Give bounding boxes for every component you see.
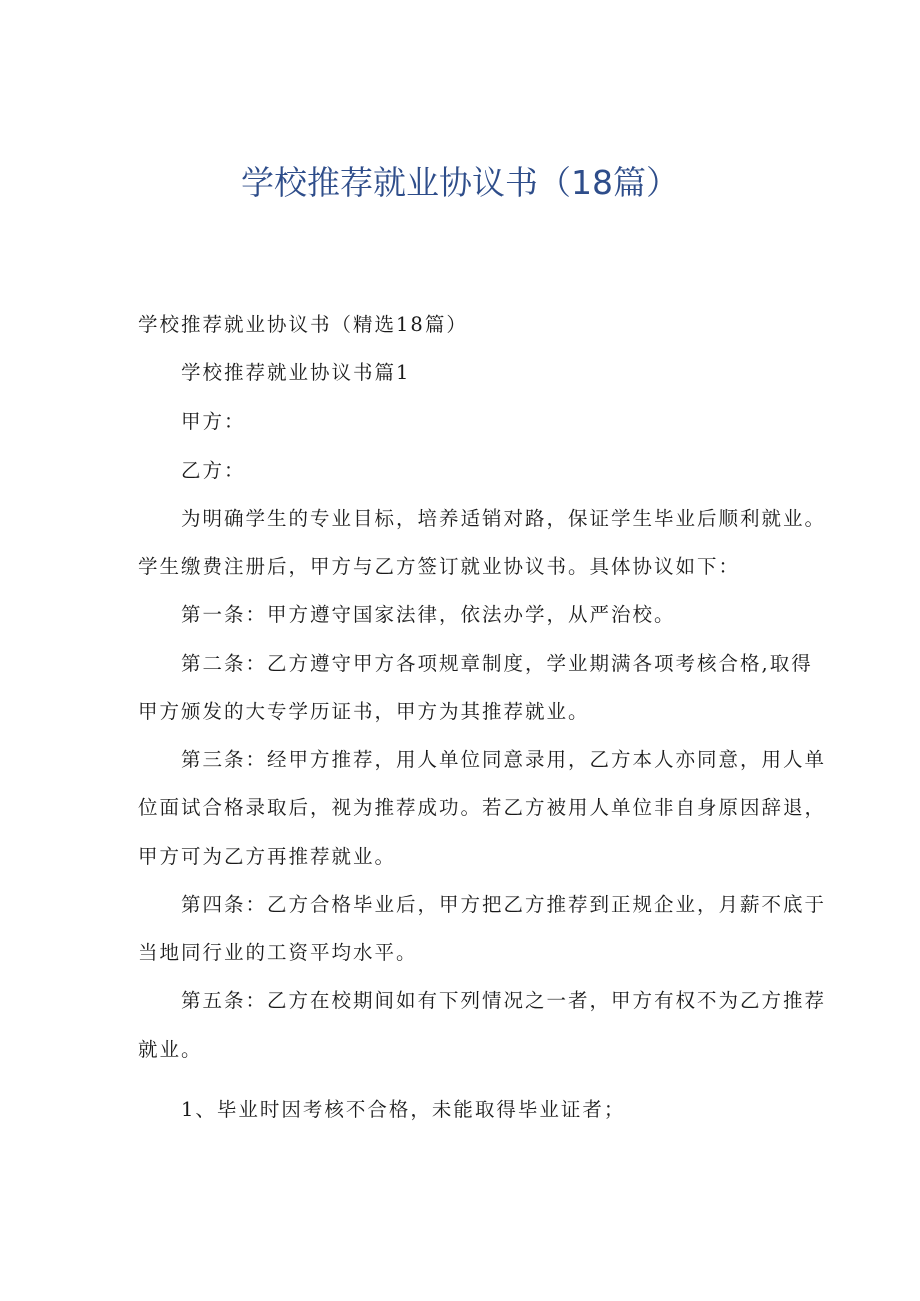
article-3-line: 第三条：经甲方推荐，用人单位同意录用，乙方本人亦同意，用人单 bbox=[181, 748, 827, 771]
article-1: 第一条：甲方遵守国家法律，依法办学，从严治校。 bbox=[181, 603, 676, 626]
page-title: 学校推荐就业协议书（18篇） bbox=[241, 163, 679, 202]
article-4-line: 第四条：乙方合格毕业后，甲方把乙方推荐到正规企业，月薪不底于 bbox=[181, 893, 827, 916]
article-2-line: 第二条：乙方遵守甲方各项规章制度，学业期满各项考核合格,取得 bbox=[181, 652, 813, 675]
document-subtitle: 学校推荐就业协议书（精选18篇） bbox=[138, 313, 468, 336]
article-3-line: 位面试合格录取后，视为推荐成功。若乙方被用人单位非自身原因辞退， bbox=[138, 796, 827, 819]
list-item-1: 1、毕业时因考核不合格，未能取得毕业证者； bbox=[181, 1098, 626, 1121]
intro-paragraph-line: 学生缴费注册后，甲方与乙方签订就业协议书。具体协议如下： bbox=[138, 555, 741, 578]
party-b-label: 乙方： bbox=[181, 459, 246, 482]
section-heading: 学校推荐就业协议书篇1 bbox=[181, 361, 411, 384]
article-5-line: 第五条：乙方在校期间如有下列情况之一者，甲方有权不为乙方推荐 bbox=[181, 989, 827, 1012]
intro-paragraph-line: 为明确学生的专业目标，培养适销对路，保证学生毕业后顺利就业。 bbox=[181, 507, 827, 530]
article-3-line: 甲方可为乙方再推荐就业。 bbox=[138, 845, 397, 868]
article-5-line: 就业。 bbox=[138, 1038, 203, 1061]
article-2-line: 甲方颁发的大专学历证书，甲方为其推荐就业。 bbox=[138, 700, 590, 723]
party-a-label: 甲方： bbox=[181, 410, 246, 433]
article-4-line: 当地同行业的工资平均水平。 bbox=[138, 941, 418, 964]
